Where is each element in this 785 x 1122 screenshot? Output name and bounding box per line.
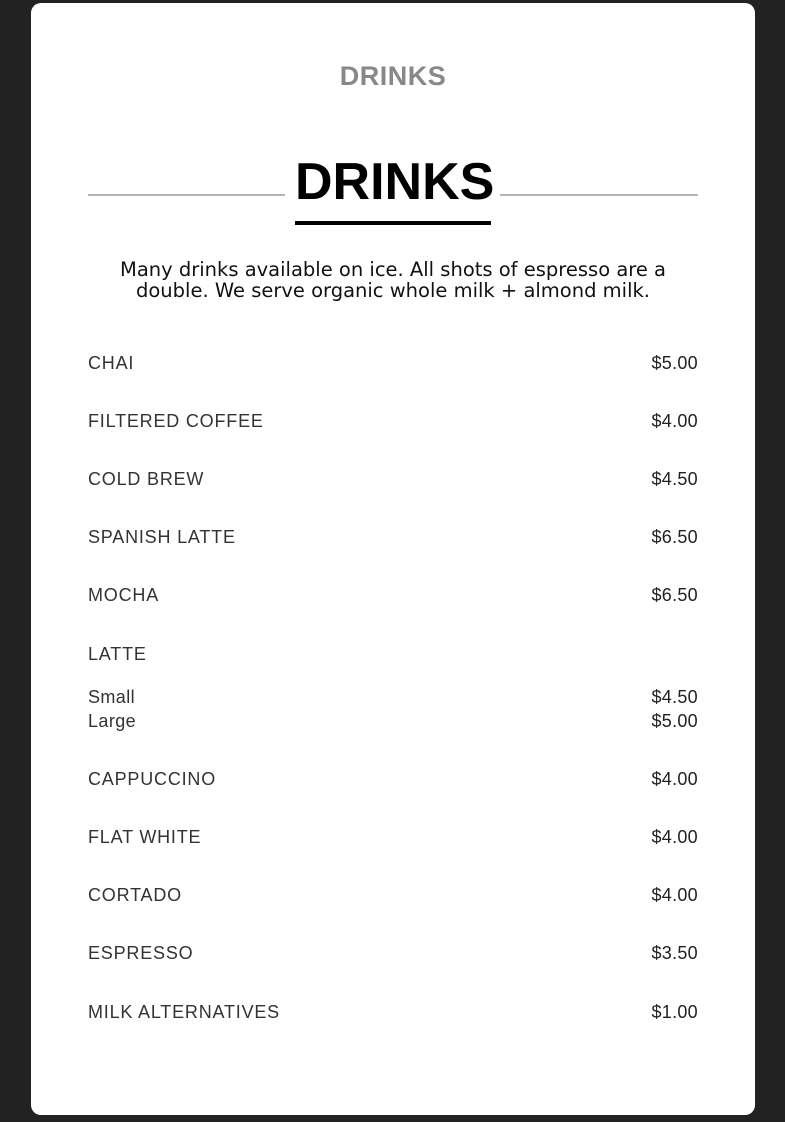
menu-description: Many drinks available on ice. All shots of espresso are a double. We serve organic whole milk + almond milk. (120, 258, 666, 302)
menu-item-name: SPANISH LATTE (88, 527, 236, 547)
menu-item-name: LATTE (88, 644, 147, 664)
title-underline (295, 221, 491, 225)
menu-item-name: ESPRESSO (88, 943, 194, 963)
menu-card (31, 3, 755, 1115)
menu-item (88, 767, 698, 791)
menu-item-name: MILK ALTERNATIVES (88, 1002, 280, 1022)
menu-item-price: $6.50 (651, 585, 698, 605)
menu-item-name: MOCHA (88, 585, 159, 605)
menu-item-price: $5.00 (651, 353, 698, 373)
menu-item (88, 525, 698, 549)
menu-item-price: $1.00 (651, 1002, 698, 1022)
menu-item (88, 941, 698, 965)
menu-item (88, 883, 698, 907)
menu-item-name: CORTADO (88, 885, 182, 905)
title-divider-left (88, 194, 285, 196)
menu-item-price: $3.50 (651, 943, 698, 963)
menu-item-size (88, 709, 698, 733)
menu-item-size-price: $5.00 (651, 711, 698, 731)
menu-item (88, 409, 698, 433)
menu-item-name: FLAT WHITE (88, 827, 202, 847)
menu-item-price: $6.50 (651, 527, 698, 547)
menu-item-name: CAPPUCCINO (88, 769, 217, 789)
menu-item (88, 351, 698, 375)
menu-item (88, 467, 698, 491)
menu-title: DRINKS (295, 153, 495, 211)
menu-item-price: $4.50 (651, 469, 698, 489)
page-header-label: DRINKS (339, 61, 447, 91)
menu-item (88, 825, 698, 849)
menu-item-size (88, 685, 698, 709)
menu-item-price: $4.00 (651, 827, 698, 847)
menu-item-price: $4.00 (651, 769, 698, 789)
menu-item-price: $4.00 (651, 411, 698, 431)
menu-item-size-price: $4.50 (651, 687, 698, 707)
menu-item-size-name: Large (88, 711, 137, 731)
menu-item-name: CHAI (88, 353, 135, 373)
menu-item-size-name: Small (88, 687, 136, 707)
menu-item (88, 642, 698, 666)
menu-item (88, 1000, 698, 1024)
menu-item-price: $4.00 (651, 885, 698, 905)
menu-item-name: COLD BREW (88, 469, 205, 489)
menu-title-row (88, 151, 698, 231)
title-divider-right (500, 194, 698, 196)
menu-item (88, 583, 698, 607)
menu-item-name: FILTERED COFFEE (88, 411, 264, 431)
